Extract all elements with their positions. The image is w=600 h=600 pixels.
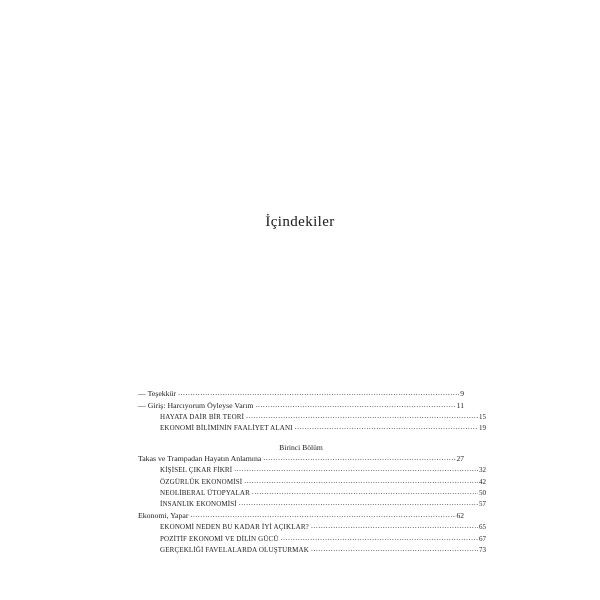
toc-leader-dots xyxy=(178,387,459,398)
toc-entry-page: 32 xyxy=(479,466,486,475)
toc-leader-dots xyxy=(311,543,478,554)
toc-front-matter-group xyxy=(138,388,486,434)
toc-entry-label: ÖZGÜRLÜK EKONOMİSİ xyxy=(160,477,243,486)
toc-leader-dots xyxy=(234,463,478,474)
toc-entry-page: 62 xyxy=(456,510,464,520)
toc-leader-dots xyxy=(263,452,455,463)
toc-leader-dots xyxy=(256,399,456,410)
toc-entry-page: 15 xyxy=(479,413,486,422)
toc-leader-dots xyxy=(252,486,478,497)
toc-leader-dots xyxy=(190,509,455,520)
toc-entry-page: 42 xyxy=(479,477,486,486)
toc-entry-page: 73 xyxy=(479,546,486,554)
toc-entry-page: 67 xyxy=(479,534,486,543)
toc-leader-dots xyxy=(244,475,478,486)
toc-entry-label: POZİTİF EKONOMİ VE DİLİN GÜCÜ xyxy=(160,534,279,543)
toc-leader-dots xyxy=(295,421,478,432)
toc-entry-label: KİŞİSEL ÇIKAR FİKRİ xyxy=(160,466,233,475)
toc-leader-dots xyxy=(246,410,478,421)
toc-entry-page: 11 xyxy=(456,400,464,410)
toc-entry-page: 19 xyxy=(479,424,486,433)
toc-entry-page: 57 xyxy=(479,500,486,509)
toc-entry[interactable] xyxy=(138,422,486,433)
toc-entry-page: 65 xyxy=(479,523,486,532)
toc-entry-label: Takas ve Trampadan Hayatın Anlamına xyxy=(138,453,262,463)
toc-entry-page: 27 xyxy=(456,453,464,463)
toc-leader-dots xyxy=(311,520,478,531)
toc-entry-label: — Teşekkür xyxy=(138,389,177,398)
toc-entry-label: GERÇEKLİĞİ FAVELALARDA OLUŞTURMAK xyxy=(160,546,309,554)
toc-section-heading: Birinci Bölüm xyxy=(279,442,323,452)
toc-entry-label: İNSANLIK EKONOMİSİ xyxy=(160,500,237,509)
toc-entry-label: EKONOMİ NEDEN BU KADAR İYİ AÇIKLAR? xyxy=(160,523,309,532)
toc-leader-dots xyxy=(239,497,478,508)
toc-entry-page: 50 xyxy=(479,489,486,498)
toc-entry-page: 9 xyxy=(460,389,464,398)
toc-section-group xyxy=(138,453,486,556)
toc-entry-label: Ekonomi, Yapar xyxy=(138,510,189,520)
page-title: İçindekiler xyxy=(265,214,335,230)
toc-entry-label: HAYATA DAİR BİR TEORİ xyxy=(160,413,245,422)
toc-entry-label: NEOLİBERAL ÜTOPYALAR xyxy=(160,489,250,498)
toc-entry-label: — Giriş: Harcıyorum Öyleyse Varım xyxy=(138,400,254,410)
toc-leader-dots xyxy=(281,532,478,543)
toc-entry-label: EKONOMİ BİLİMİNİN FAALİYET ALANI xyxy=(160,424,293,433)
table-of-contents xyxy=(138,388,486,555)
toc-entry[interactable] xyxy=(138,544,486,555)
